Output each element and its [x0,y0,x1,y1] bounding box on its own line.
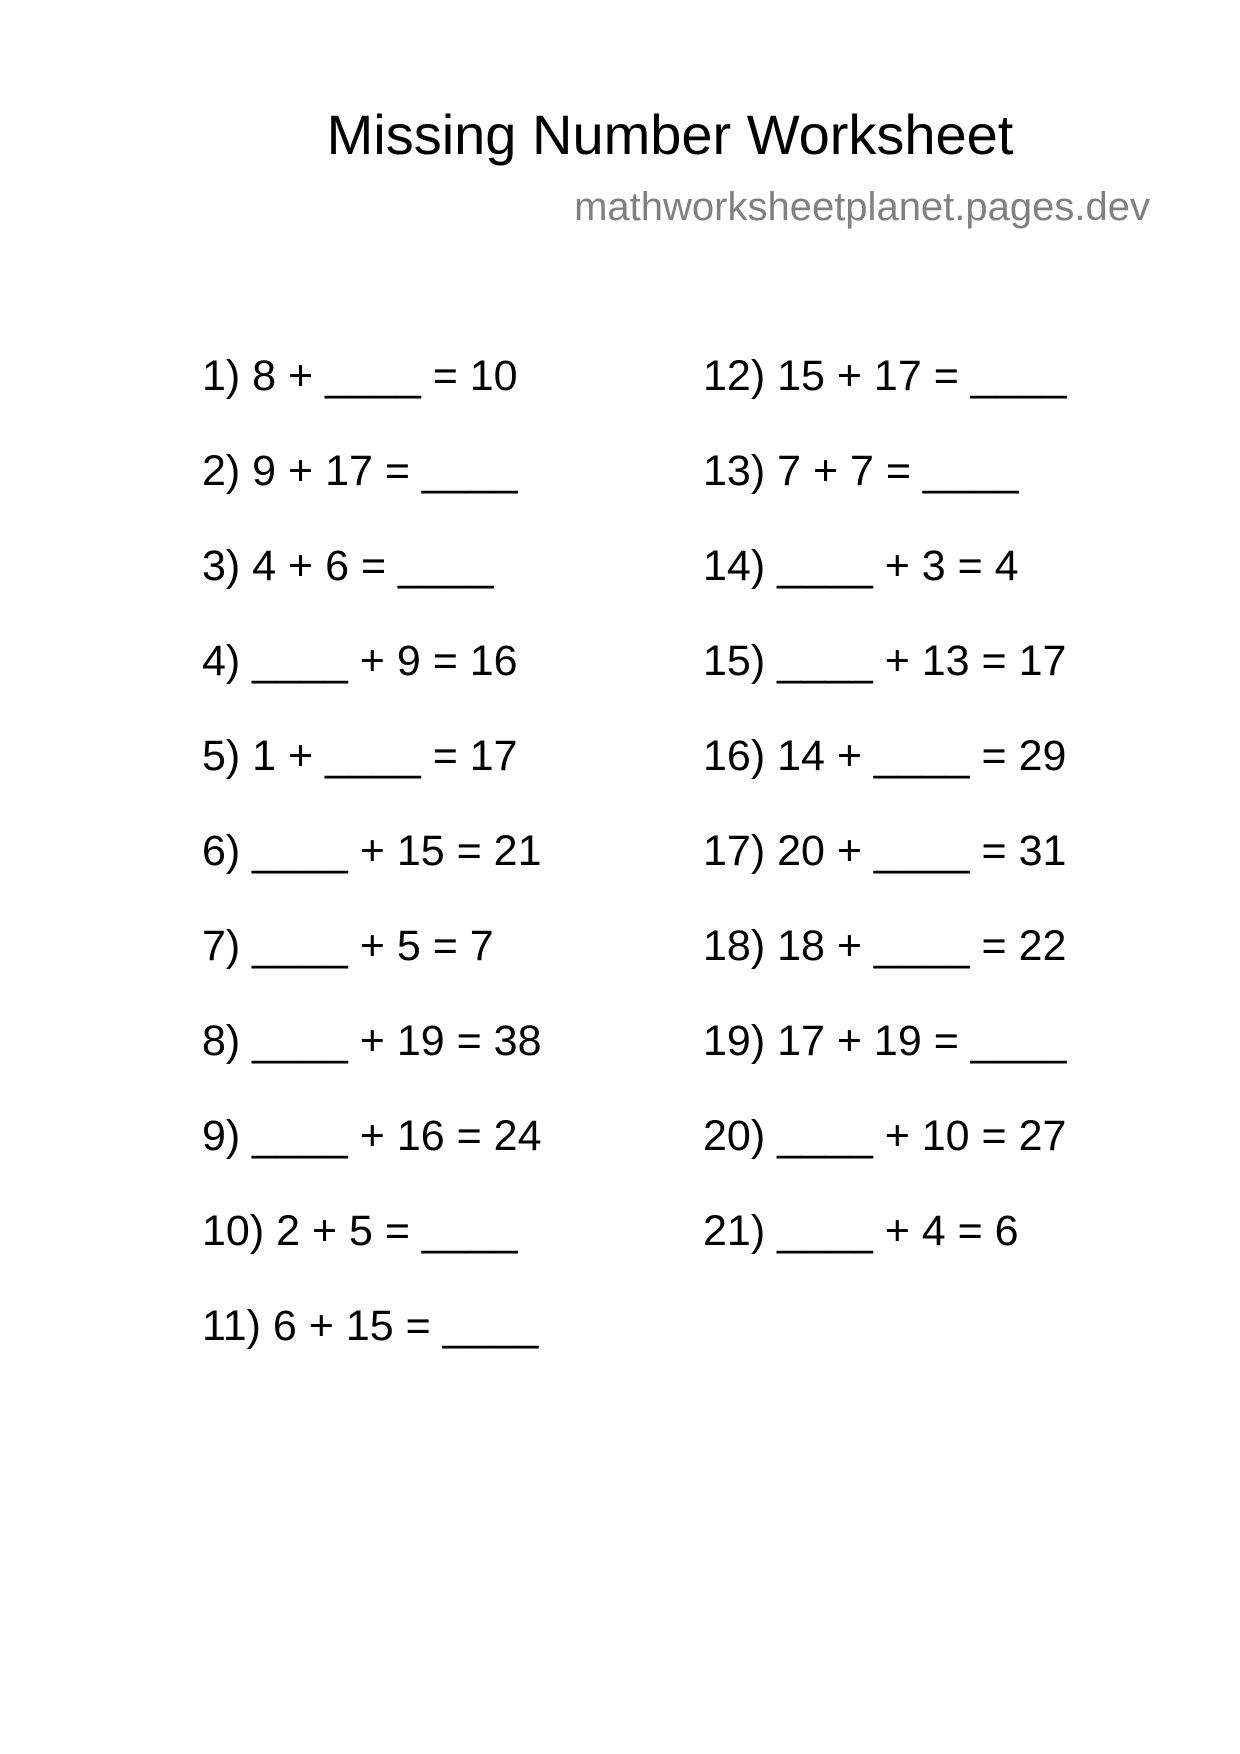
problem-15: 15) ____ + 13 = 17 [703,637,1067,685]
problem-19: 19) 17 + 19 = ____ [703,1017,1067,1065]
page-title: Missing Number Worksheet [326,103,1014,166]
problem-6: 6) ____ + 15 = 21 [202,827,542,875]
problem-2: 2) 9 + 17 = ____ [202,447,518,495]
problem-7: 7) ____ + 5 = 7 [202,922,494,970]
problem-14: 14) ____ + 3 = 4 [703,542,1019,590]
problem-13: 13) 7 + 7 = ____ [703,447,1019,495]
problem-5: 5) 1 + ____ = 17 [202,732,518,780]
problem-16: 16) 14 + ____ = 29 [703,732,1067,780]
problems-right-column [703,348,1066,1298]
problem-10: 10) 2 + 5 = ____ [202,1207,518,1255]
problems-left-column [202,348,542,1393]
problem-4: 4) ____ + 9 = 16 [202,637,518,685]
problem-9: 9) ____ + 16 = 24 [202,1112,542,1160]
source-url: mathworksheetplanet.pages.dev [574,185,1150,229]
problem-21: 21) ____ + 4 = 6 [703,1207,1019,1255]
problem-17: 17) 20 + ____ = 31 [703,827,1067,875]
problem-12: 12) 15 + 17 = ____ [703,352,1067,400]
problem-11: 11) 6 + 15 = ____ [202,1302,539,1350]
problem-3: 3) 4 + 6 = ____ [202,542,494,590]
problem-1: 1) 8 + ____ = 10 [202,352,518,400]
problem-20: 20) ____ + 10 = 27 [703,1112,1067,1160]
problem-8: 8) ____ + 19 = 38 [202,1017,542,1065]
problem-18: 18) 18 + ____ = 22 [703,922,1067,970]
